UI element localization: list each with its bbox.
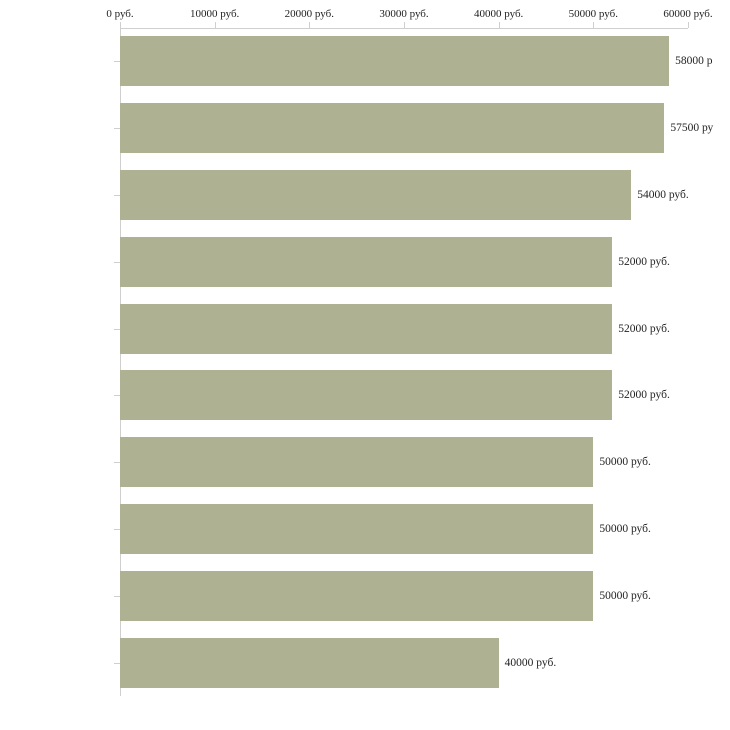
x-tick-label: 40000 руб. (474, 8, 524, 20)
x-tick-label: 30000 руб. (379, 8, 429, 20)
x-tick-mark (215, 22, 216, 28)
bar-value-label: 52000 руб. (618, 389, 670, 402)
x-tick-mark (593, 22, 594, 28)
bar-value-label: 52000 руб. (618, 322, 670, 335)
bar (120, 571, 593, 621)
bar (120, 170, 631, 220)
x-tick-mark (404, 22, 405, 28)
x-tick-label: 20000 руб. (284, 8, 334, 20)
bar-value-label: 54000 руб. (637, 189, 689, 201)
x-tick-label: 60000 руб. (663, 8, 713, 20)
bar (120, 103, 664, 153)
x-tick-mark (309, 22, 310, 28)
bar-value-label: 58000 р (675, 55, 713, 68)
bar (120, 304, 612, 354)
bar (120, 36, 669, 86)
bar-value-label: 50000 руб. (599, 456, 651, 469)
bar (120, 437, 593, 487)
x-tick-mark (120, 22, 121, 28)
x-tick-label: 0 руб. (106, 8, 134, 20)
x-tick-label: 50000 руб. (568, 8, 618, 20)
x-tick-mark (688, 22, 689, 28)
bar (120, 370, 612, 420)
bar-value-label: 57500 ру (670, 122, 714, 135)
bar (120, 504, 593, 554)
x-tick-mark (499, 22, 500, 28)
bar (120, 638, 499, 688)
bar-value-label: 40000 руб. (504, 656, 557, 669)
bar-value-label: 52000 руб. (618, 255, 670, 268)
bar-value-label: 50000 руб. (599, 523, 651, 535)
bar-value-label: 50000 руб. (599, 589, 651, 602)
x-axis-line (120, 28, 688, 29)
x-tick-label: 10000 руб. (190, 8, 240, 20)
bar (120, 237, 612, 287)
